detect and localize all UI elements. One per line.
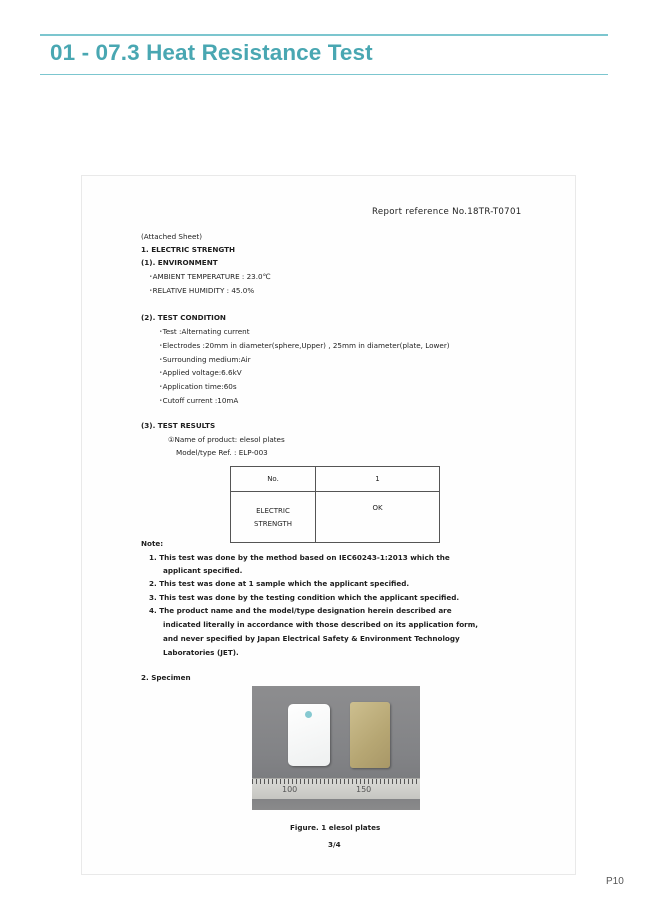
ruler [252,778,420,799]
table-row [231,467,440,492]
test-condition-heading: (2). TEST CONDITION [141,313,226,322]
environment-heading: (1). ENVIRONMENT [141,258,218,267]
scan-page-number: 3/4 [328,840,341,849]
row-label-line: ELECTRIC [256,506,290,515]
scanned-report-page [81,175,576,875]
logo-dot [305,711,312,718]
specimen-heading: 2. Specimen [141,673,191,682]
note-heading: Note: [141,539,164,548]
table-cell [231,492,316,543]
note-line: 3. This test was done by the testing condition which the applicant specified. [149,593,460,602]
test-results-heading: (3). TEST RESULTS [141,421,216,430]
note-line: indicated literally in accordance with those described on its application form, [163,620,478,629]
page-number: P10 [606,876,624,887]
product-name: ①Name of product: elesol plates [168,435,285,444]
condition-item: ･Surrounding medium:Air [159,355,251,364]
note-line: and never specified by Japan Electrical Safety & Environment Technology [163,634,460,643]
section-electric-strength: 1. ELECTRIC STRENGTH [141,245,236,254]
header-rule-top [40,34,608,36]
white-plate [288,704,330,766]
specimen-photo [252,686,420,810]
gold-plate [350,702,390,768]
section-title: 01 - 07.3 Heat Resistance Test [50,40,373,65]
condition-item: ･Cutoff current :10mA [159,396,239,405]
row-label-line: STRENGTH [254,519,292,528]
figure-caption: Figure. 1 elesol plates [290,823,381,832]
environment-item: ･AMBIENT TEMPERATURE : 23.0℃ [149,272,271,281]
note-line: applicant specified. [163,566,243,575]
report-reference: Report reference No.18TR-T0701 [372,207,522,217]
condition-item: ･Electrodes :20mm in diameter(sphere,Upper) , 25mm in diameter(plate, Lower) [159,341,450,350]
model-type-ref: Model/type Ref. : ELP-003 [176,448,268,457]
note-line: 2. This test was done at 1 sample which the applicant specified. [149,579,410,588]
note-line: 4. The product name and the model/type designation herein described are [149,606,452,615]
condition-item: ･Applied voltage:6.6kV [159,368,242,377]
condition-item: ･Test :Alternating current [159,327,250,336]
note-line: 1. This test was done by the method based on IEC60243-1:2013 which the [149,553,450,562]
ruler-label: 100 [282,785,298,794]
results-table [230,466,440,543]
header-rule-bottom [40,74,608,75]
ruler-ticks [252,779,420,784]
note-line: Laboratories (JET). [163,648,239,657]
table-row [231,492,440,543]
table-cell: OK [316,492,440,543]
attached-sheet-label: (Attached Sheet) [141,232,202,241]
table-cell: 1 [316,467,440,492]
condition-item: ･Application time:60s [159,382,237,391]
ruler-label: 150 [356,785,372,794]
environment-item: ･RELATIVE HUMIDITY : 45.0% [149,286,255,295]
table-cell: No. [231,467,316,492]
